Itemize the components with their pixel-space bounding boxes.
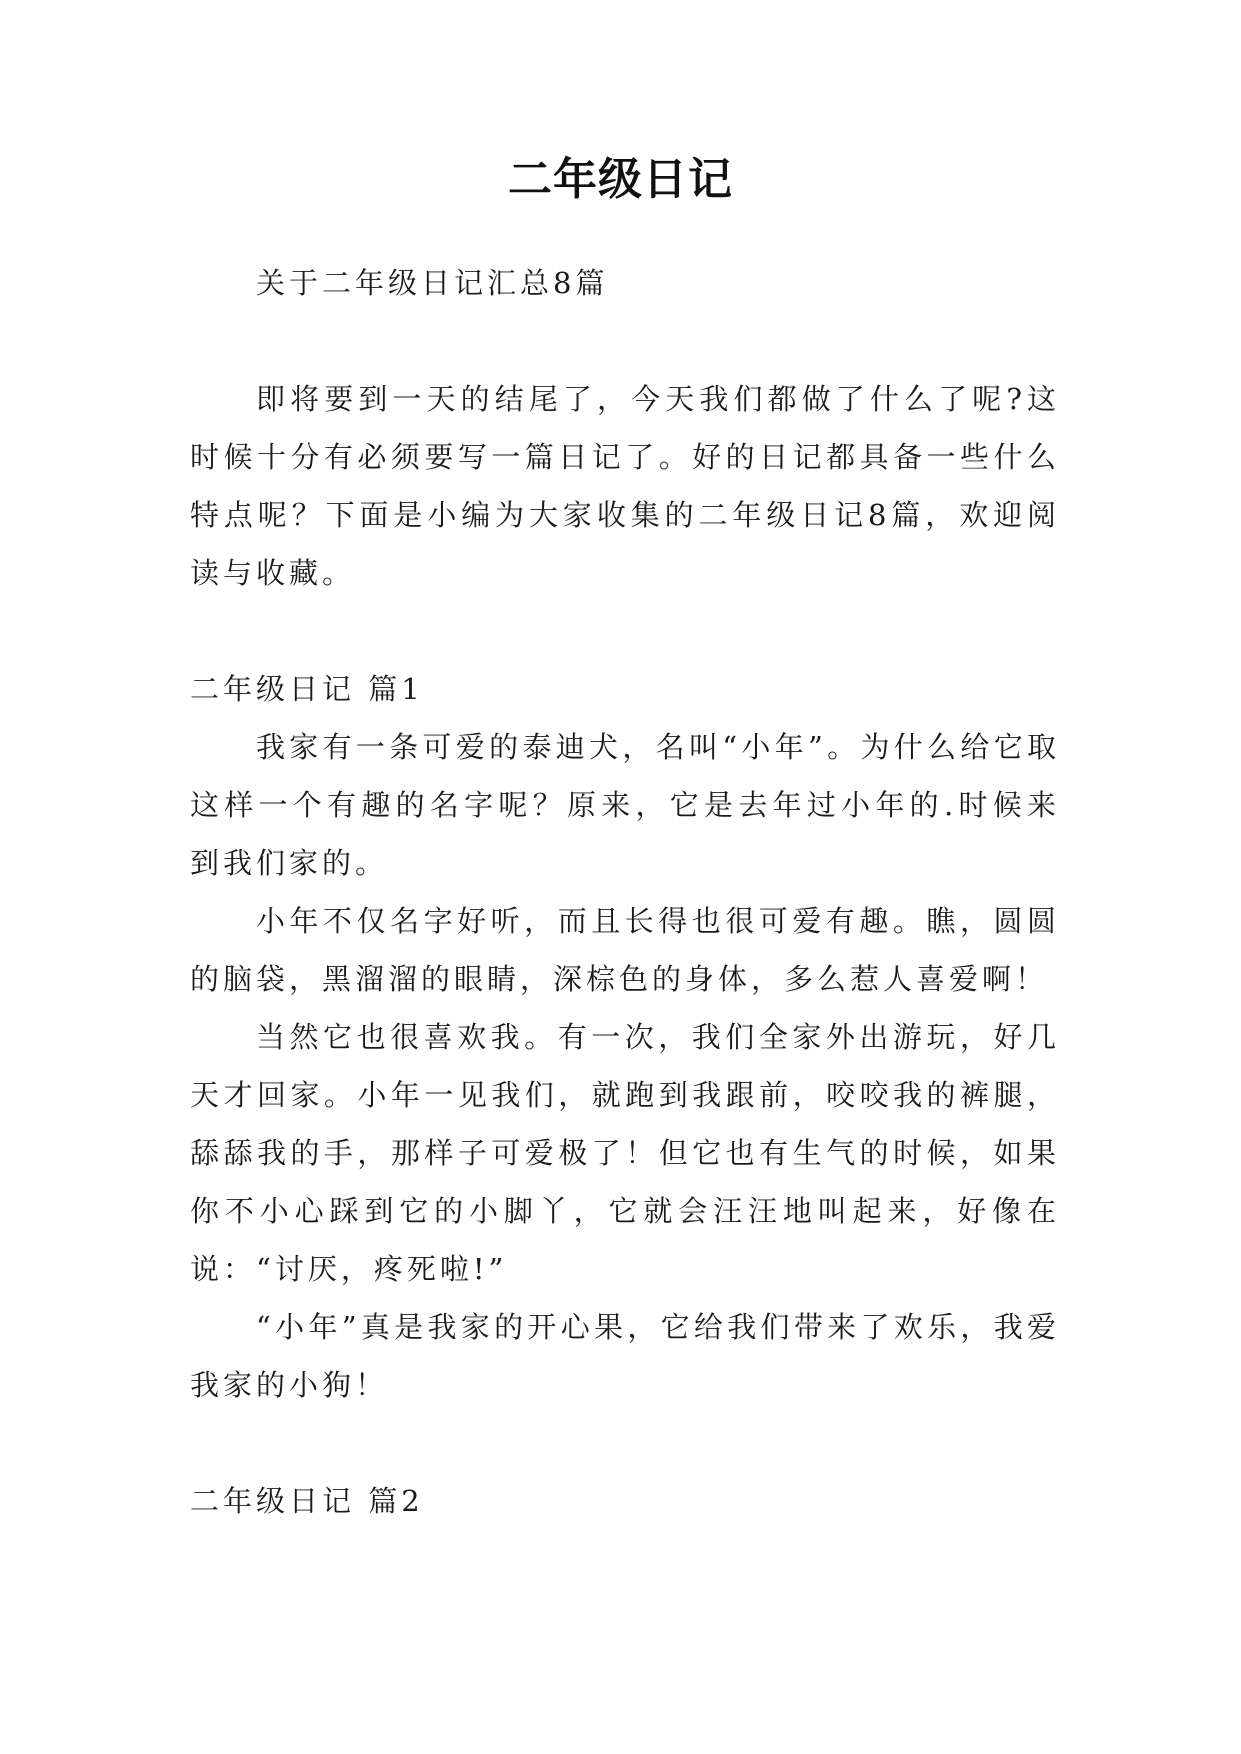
spacer: [190, 1414, 1060, 1472]
section-1-paragraph-2: 小年不仅名字好听，而且长得也很可爱有趣。瞧，圆圆的脑袋，黑溜溜的眼睛，深棕色的身体，多么惹人喜爱啊！: [190, 904, 1060, 996]
section-heading-1: 二年级日记 篇1: [190, 672, 424, 706]
section-1-paragraph-3: 当然它也很喜欢我。有一次，我们全家外出游玩，好几天才回家。小年一见我们，就跑到我跟前，咬咬我的裤腿，舔舔我的手，那样子可爱极了！但它也有生气的时候，如果你不小心踩到它的小脚丫，它就会汪汪地叫起来，好像在说：“讨厌，疼死啦!”: [190, 1020, 1060, 1286]
section-1-paragraph-1: 我家有一条可爱的泰迪犬，名叫“小年”。为什么给它取这样一个有趣的名字呢？原来，它是去年过小年的.时候来到我们家的。: [190, 730, 1060, 880]
section-1-paragraph-4: “小年”真是我家的开心果，它给我们带来了欢乐，我爱我家的小狗！: [190, 1310, 1060, 1402]
section-heading-2: 二年级日记 篇2: [190, 1484, 424, 1518]
document-body: [190, 254, 1060, 1530]
spacer: [190, 602, 1060, 660]
document-subtitle: 关于二年级日记汇总8篇: [256, 266, 609, 300]
spacer: [190, 312, 1060, 370]
intro-paragraph: 即将要到一天的结尾了，今天我们都做了什么了呢?这时候十分有必须要写一篇日记了。好的日记都具备一些什么特点呢？下面是小编为大家收集的二年级日记8篇，欢迎阅读与收藏。: [190, 382, 1060, 590]
document-title: 二年级日记: [508, 154, 733, 205]
